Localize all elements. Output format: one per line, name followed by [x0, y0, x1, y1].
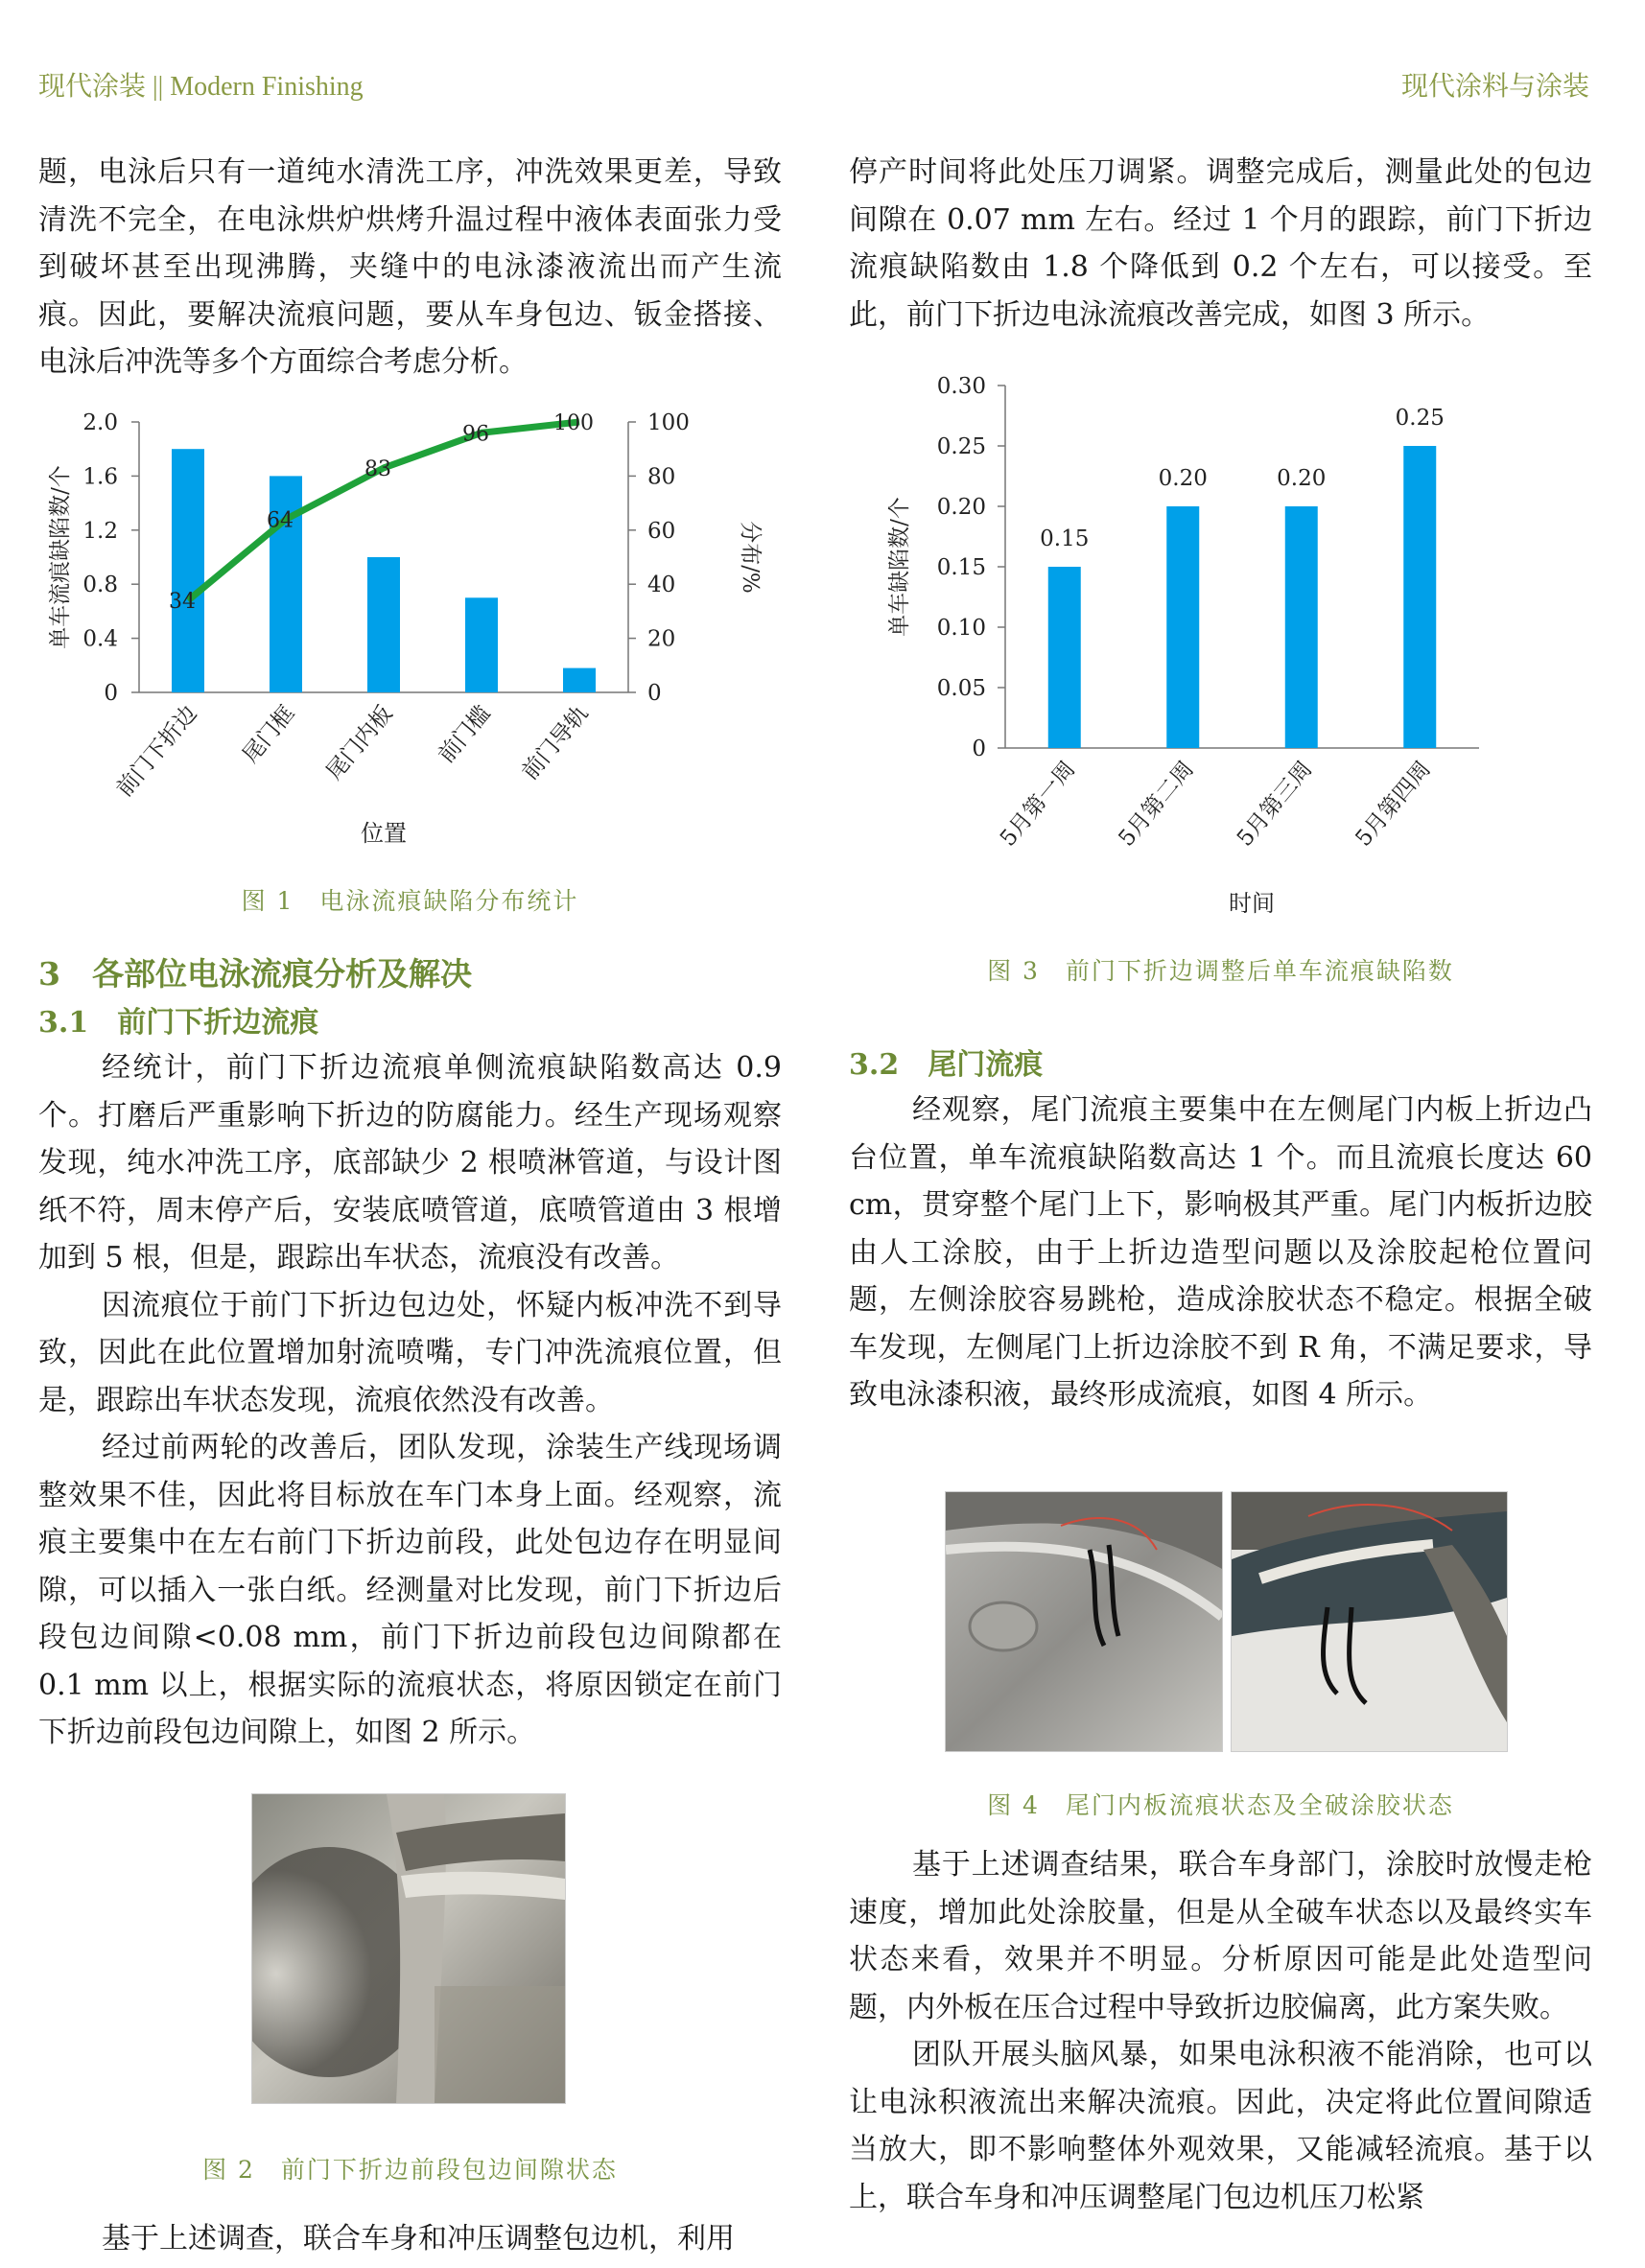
paragraph: 经观察，尾门流痕主要集中在左侧尾门内板上折边凸台位置，单车流痕缺陷数高达 1 个。而且流痕长度达 60 cm，贯穿整个尾门上下，影响极其严重。尾门内板折边胶由人工涂胶，由于上折边造型问题以及涂胶起枪位置问题，左侧涂胶容易跳枪，造成涂胶状态不稳定。根据全破车发现，左侧尾门上折边涂胶不到 R 角，不满足要求，导致电泳漆积液，最终形成流痕，如图 4 所示。 [849, 1093, 1592, 1412]
y-tick-label: 1.6 [82, 464, 118, 490]
y-axis-label: 单车缺陷数/个 [887, 497, 912, 637]
x-tick-label: 前门下折边 [111, 701, 202, 802]
journal-subtitle: 现代涂料与涂装 [1400, 70, 1589, 102]
bar [1048, 567, 1081, 748]
section-3-2-heading: 3.2 尾门流痕 [849, 1048, 1044, 1082]
y-tick-label: 2.0 [82, 410, 118, 435]
y-tick-label: 0.20 [936, 495, 986, 520]
bar [1166, 506, 1199, 748]
bar [1403, 446, 1436, 748]
y2-tick-label: 80 [647, 464, 676, 490]
x-tick-label: 5月第二周 [1114, 757, 1199, 852]
figure4-photo-left [945, 1491, 1223, 1752]
paragraph: 经过前两轮的改善后，团队发现，涂装生产线现场调整效果不佳，因此将目标放在车门本身上面。经观察，流痕主要集中在左右前门下折边前段，此处包边存在明显间隙，可以插入一张白纸。经测量对比发现，前门下折边后段包边间隙<0.08 mm，前门下折边前段包边间隙都在 0.1 mm 以上，根据实际的流痕状态，将原因锁定在前门下折边前段包边间隙上，如图 2 所示。 [38, 1431, 782, 1749]
y2-tick-label: 40 [647, 573, 676, 598]
line-data-label: 100 [553, 411, 594, 435]
y-tick-label: 1.2 [82, 518, 118, 544]
x-tick-label: 5月第一周 [995, 757, 1081, 852]
y-tick-label: 0.8 [82, 573, 118, 598]
paragraph: 基于上述调查结果，联合车身部门，涂胶时放慢走枪速度，增加此处涂胶量，但是从全破车状态以及最终实车状态来看，效果并不明显。分析原因可能是此处造型问题，内外板在压合过程中导致折边胶偏离，此方案失败。 [849, 1848, 1592, 2024]
bar-value-label: 0.20 [1158, 466, 1208, 491]
x-tick-label: 前门导轨 [517, 701, 594, 785]
line-data-label: 83 [364, 456, 391, 481]
figure1-chart [29, 398, 796, 868]
y2-tick-label: 20 [647, 626, 676, 652]
bar [172, 449, 204, 692]
paragraph: 因流痕位于前门下折边包边处，怀疑内板冲洗不到导致，因此在此位置增加射流喷嘴，专门冲洗流痕位置，但是，跟踪出车状态发现，流痕依然没有改善。 [38, 1288, 782, 1417]
y-tick-label: 0 [972, 737, 986, 761]
x-tick-label: 5月第三周 [1232, 757, 1318, 852]
y-tick-label: 0.25 [936, 434, 986, 459]
y-tick-label: 0.30 [936, 374, 986, 399]
y-tick-label: 0.15 [936, 555, 986, 580]
line-data-label: 34 [169, 590, 196, 615]
paragraph: 经统计，前门下折边流痕单侧流痕缺陷数高达 0.9 个。打磨后严重影响下折边的防腐能力。经生产现场观察发现，纯水冲洗工序，底部缺少 2 根喷淋管道，与设计图纸不符，周末停产后，安装底喷管道，底喷管道由 3 根增加到 5 根，但是，跟踪出车状态，流痕没有改善。 [38, 1051, 782, 1274]
y2-axis-label: 分布/% [738, 521, 763, 594]
figure4-caption: 图 4 尾门内板流痕状态及全破涂胶状态 [987, 1791, 1454, 1819]
y-tick-label: 0 [104, 681, 118, 706]
x-axis-label: 时间 [1229, 890, 1275, 917]
figure2-photo [251, 1793, 566, 2104]
y2-tick-label: 0 [647, 681, 662, 706]
bar-value-label: 0.25 [1395, 406, 1445, 431]
paragraph: 题，电泳后只有一道纯水清洗工序，冲洗效果更差，导致清洗不完全，在电泳烘炉烘烤升温过程中液体表面张力受到破坏甚至出现沸腾，夹缝中的电泳漆液流出而产生流痕。因此，要解决流痕问题，要从车身包边、钣金搭接、电泳后冲洗等多个方面综合考虑分析。 [38, 155, 782, 379]
figure2-caption: 图 2 前门下折边前段包边间隙状态 [202, 2156, 618, 2184]
y-axis-label: 单车流痕缺陷数/个 [48, 465, 73, 649]
bar [563, 668, 596, 692]
x-tick-label: 尾门内板 [321, 701, 398, 785]
right-column [849, 149, 1592, 339]
section-3-heading: 3 各部位电泳流痕分析及解决 [38, 955, 472, 993]
paragraph: 停产时间将此处压刀调紧。调整完成后，测量此处的包边间隙在 0.07 mm 左右。经过 1 个月的跟踪，前门下折边流痕缺陷数由 1.8 个降低到 0.2 个左右，可以接受。至此，前门下折边电泳流痕改善完成，如图 3 所示。 [849, 155, 1592, 332]
x-tick-label: 前门槛 [434, 701, 496, 768]
x-axis-label: 位置 [361, 820, 407, 847]
y-tick-label: 0.10 [936, 616, 986, 641]
y-tick-label: 0.05 [936, 676, 986, 701]
y2-tick-label: 100 [647, 410, 690, 435]
figure3-chart [863, 364, 1516, 921]
figure1-caption: 图 1 电泳流痕缺陷分布统计 [241, 887, 579, 915]
bar-value-label: 0.15 [1040, 526, 1090, 551]
x-tick-label: 5月第四周 [1351, 757, 1436, 852]
y-tick-label: 0.4 [82, 626, 118, 652]
x-tick-label: 尾门框 [238, 701, 300, 768]
line-data-label: 64 [267, 508, 294, 533]
bar [465, 597, 498, 692]
section-3-1-heading: 3.1 前门下折边流痕 [38, 1006, 319, 1040]
left-column [38, 149, 782, 386]
bar [367, 557, 400, 692]
paragraph: 团队开展头脑风暴，如果电泳积液不能消除，也可以让电泳积液流出来解决流痕。因此，决定将此位置间隙适当放大，即不影响整体外观效果，又能减轻流痕。基于以上，联合车身和冲压调整尾门包边机压刀松紧 [849, 2038, 1592, 2214]
line-data-label: 96 [462, 422, 489, 447]
figure4-photo-right [1231, 1491, 1508, 1752]
figure3-caption: 图 3 前门下折边调整后单车流痕缺陷数 [987, 957, 1454, 985]
paragraph: 基于上述调查，联合车身和冲压调整包边机，利用 [102, 2222, 735, 2256]
y2-tick-label: 60 [647, 518, 676, 544]
bar [1285, 506, 1318, 748]
bar-value-label: 0.20 [1277, 466, 1327, 491]
journal-title: 现代涂装 || Modern Finishing [38, 72, 364, 102]
